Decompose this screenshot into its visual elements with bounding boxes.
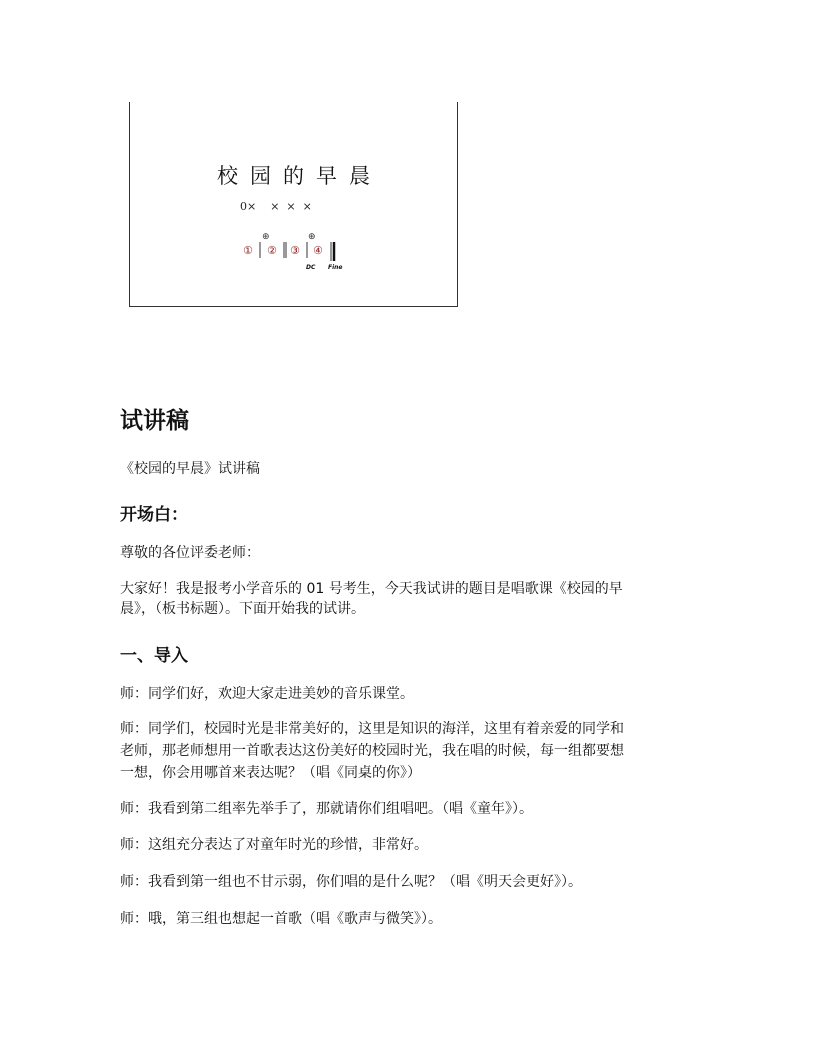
rhythm-pattern: 0× × × ×: [240, 200, 312, 213]
dc-label: DC: [306, 264, 316, 271]
circle-3: ③: [290, 244, 300, 257]
coda-mark-2: ⊕: [308, 232, 316, 242]
paragraph-2-line-3: 一想，你会用哪首来表达呢？（唱《同桌的你》）: [120, 765, 421, 781]
circle-4: ④: [313, 244, 323, 257]
board-title: 校园的早晨: [217, 164, 382, 188]
paragraph-4: 师：这组充分表达了对童年时光的珍惜，非常好。: [120, 837, 428, 853]
fine-label: Fine: [328, 264, 343, 271]
section1-heading: 一、导入: [120, 646, 188, 666]
subtitle: 《校园的早晨》试讲稿: [120, 461, 260, 477]
intro-line-2: 晨》，（板书标题）。下面开始我的试讲。: [120, 601, 365, 617]
paragraph-6: 师：哦，第三组也想起一首歌（唱《歌声与微笑》）。: [120, 911, 442, 927]
paragraph-2-line-1: 师：同学们，校园时光是非常美好的，这里是知识的海洋，这里有着亲爱的同学和: [120, 721, 624, 737]
paragraph-2-line-2: 老师，那老师想用一首歌表达这份美好的校园时光，我在唱的时候，每一组都要想: [120, 743, 624, 759]
paragraph-1: 师：同学们好，欢迎大家走进美妙的音乐课堂。: [120, 686, 414, 702]
intro-line-1: 大家好！我是报考小学音乐的 01 号考生，今天我试讲的题目是唱歌课《校园的早: [120, 581, 623, 597]
circle-1: ①: [243, 244, 253, 257]
opening-heading: 开场白：: [120, 505, 188, 525]
coda-mark-1: ⊕: [262, 232, 270, 242]
document-heading: 试讲稿: [120, 408, 189, 434]
greeting: 尊敬的各位评委老师：: [120, 545, 260, 561]
paragraph-5: 师：我看到第一组也不甘示弱，你们唱的是什么呢？（唱《明天会更好》）。: [120, 874, 582, 890]
blackboard-image: [129, 102, 458, 307]
repeat-score-figure: [235, 229, 355, 273]
circle-2: ②: [267, 244, 277, 257]
paragraph-3: 师：我看到第二组率先举手了，那就请你们组唱吧。（唱《童年》）。: [120, 801, 533, 817]
